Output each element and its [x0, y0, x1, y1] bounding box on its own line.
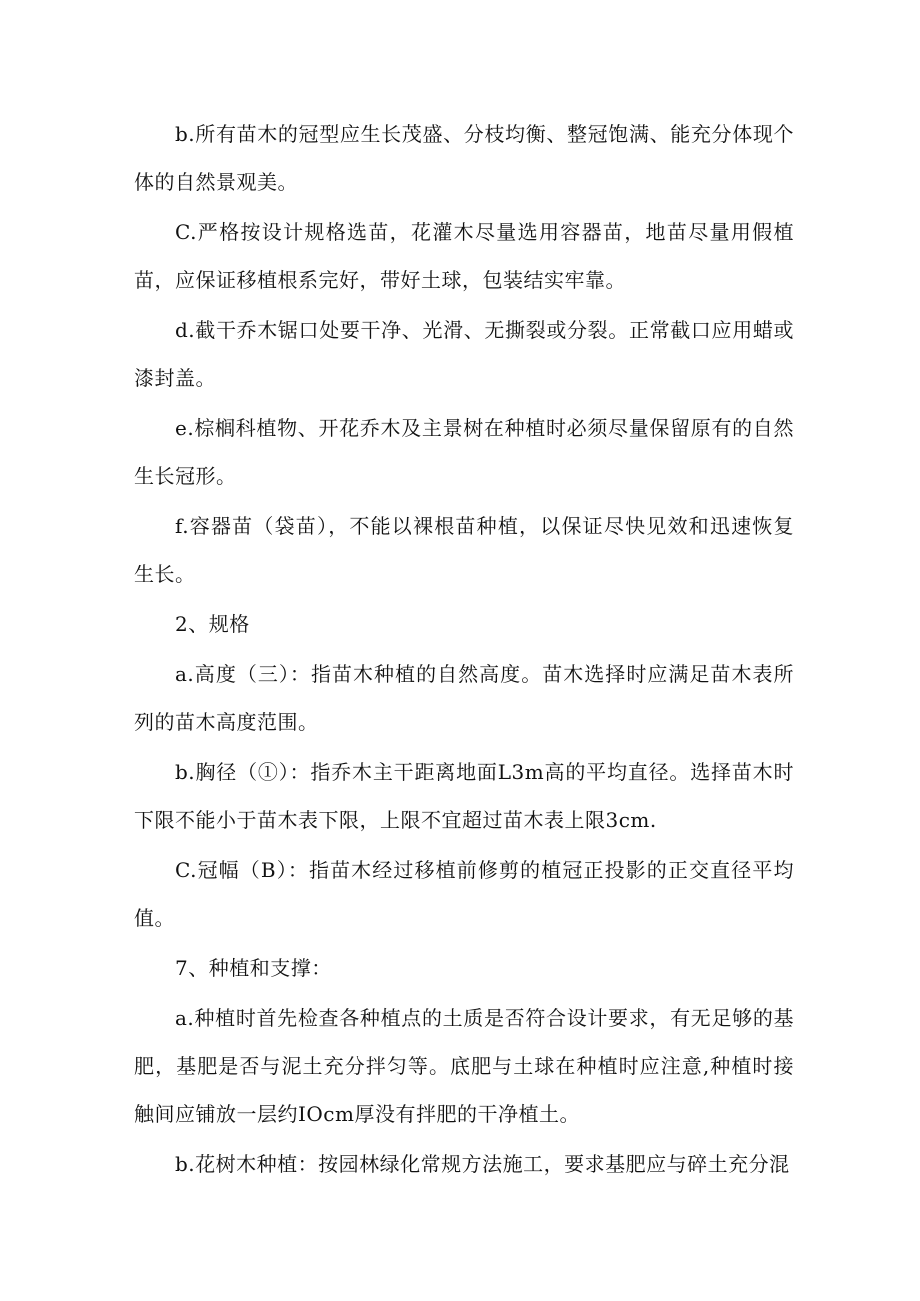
paragraph-a-height: a.高度（三）：指苗木种植的自然高度。苗木选择时应满足苗木表所列的苗木高度范围。	[134, 662, 794, 734]
paragraph-a-soil-check: a.种植时首先检查各种植点的土质是否符合设计要求，有无足够的基肥，基肥是否与泥土充分拌匀等。底肥与土球在种植时应注意,种植时接触间应铺放一层约IOcm厚没有拌肥的干净植土。	[134, 1006, 794, 1126]
paragraph-b-crown-shape: b.所有苗木的冠型应生长茂盛、分枝均衡、整冠饱满、能充分体现个体的自然景观美。	[134, 122, 794, 194]
document-body	[134, 110, 794, 1188]
paragraph-c-seedling-selection: C.严格按设计规格选苗，花灌木尽量选用容器苗，地苗尽量用假植苗，应保证移植根系完好，带好土球，包装结实牢靠。	[134, 220, 794, 292]
section-heading-planting-support: 7、种植和支撑：	[175, 956, 332, 980]
paragraph-d-cut-trunk: d.截干乔木锯口处要干净、光滑、无撕裂或分裂。正常截口应用蜡或漆封盖。	[134, 318, 794, 390]
section-heading-specifications: 2、规格	[175, 612, 250, 636]
paragraph-e-palm-plants: e.棕榈科植物、开花乔木及主景树在种植时必须尽量保留原有的自然生长冠形。	[134, 416, 794, 488]
paragraph-b-diameter: b.胸径（①）：指乔木主干距离地面L3m高的平均直径。选择苗木时下限不能小于苗木表下限，上限不宜超过苗木表上限3cm.	[134, 760, 794, 832]
paragraph-c-crown-width: C.冠幅（B）：指苗木经过移植前修剪的植冠正投影的正交直径平均值。	[134, 858, 794, 930]
paragraph-f-container-seedlings: f.容器苗（袋苗），不能以裸根苗种植，以保证尽快见效和迅速恢复生长。	[134, 514, 794, 586]
paragraph-b-flowering-tree-planting: b.花树木种植：按园林绿化常规方法施工，要求基肥应与碎土充分混	[175, 1152, 790, 1176]
